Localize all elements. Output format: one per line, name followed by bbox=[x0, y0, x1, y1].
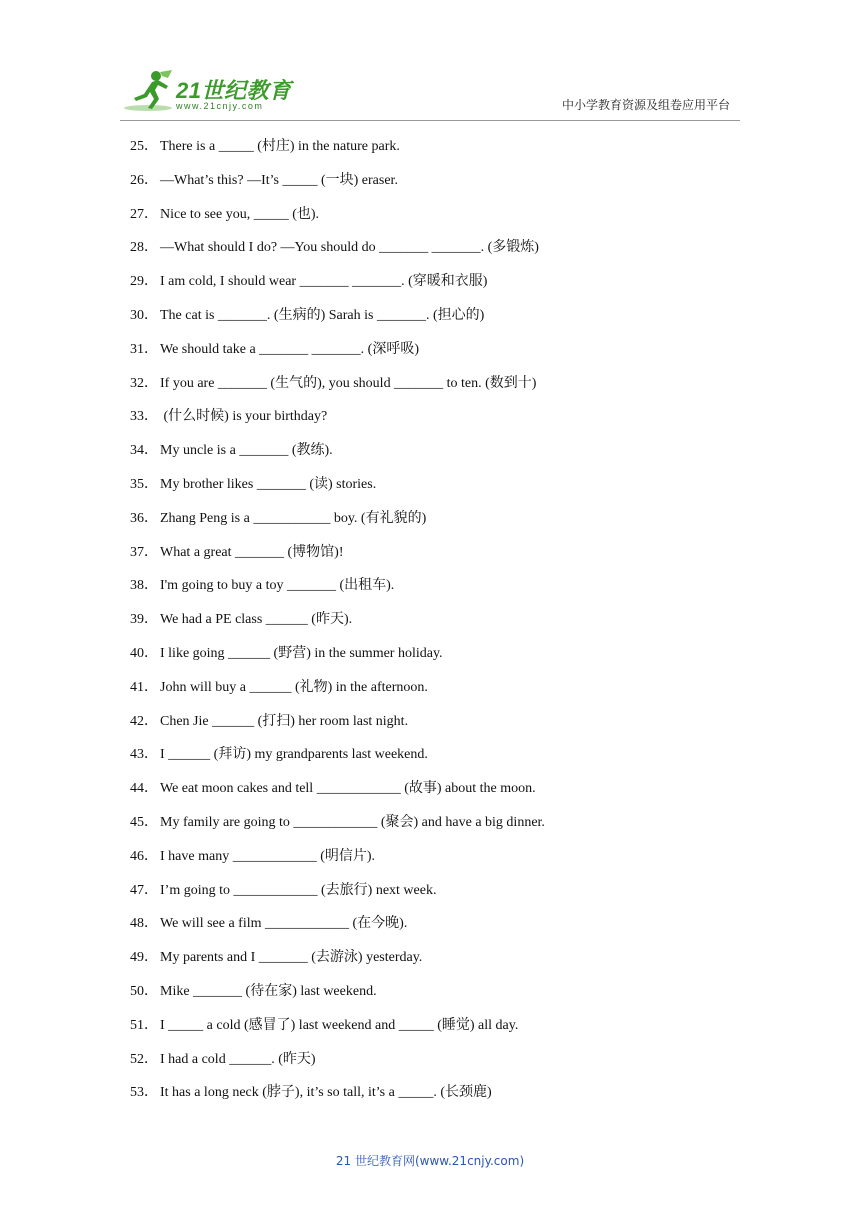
question-item bbox=[130, 542, 750, 576]
question-item bbox=[130, 1082, 750, 1116]
question-text: Chen Jie ______ (打扫) her room last night. bbox=[160, 713, 409, 729]
question-item bbox=[130, 1049, 750, 1083]
question-number: 25． bbox=[130, 139, 158, 154]
page-header bbox=[0, 0, 860, 122]
question-text: I’m going to ____________ (去旅行) next week. bbox=[160, 882, 437, 898]
question-item bbox=[130, 440, 750, 474]
question-text: I like going ______ (野营) in the summer holiday. bbox=[160, 645, 443, 661]
question-number: 33． bbox=[130, 409, 158, 425]
question-text: Nice to see you, _____ (也). bbox=[160, 206, 320, 222]
question-number: 48． bbox=[130, 916, 158, 932]
question-list bbox=[130, 136, 750, 1116]
question-number: 29． bbox=[130, 274, 158, 290]
question-item bbox=[130, 711, 750, 745]
question-number: 36． bbox=[130, 510, 158, 526]
question-number: 43． bbox=[130, 747, 158, 763]
question-number: 27． bbox=[130, 206, 158, 222]
header-tagline: 中小学教育资源及组卷应用平台 bbox=[561, 98, 730, 112]
question-item bbox=[130, 339, 750, 373]
question-item bbox=[130, 474, 750, 508]
question-text: If you are _______ (生气的), you should _______ to ten. (数到十) bbox=[160, 375, 537, 391]
question-number: 35． bbox=[130, 476, 158, 492]
question-text: There is a _____ (村庄) in the nature park. bbox=[160, 139, 400, 154]
question-item bbox=[130, 778, 750, 812]
question-number: 26． bbox=[130, 172, 158, 188]
question-number: 31． bbox=[130, 341, 158, 357]
question-item bbox=[130, 981, 750, 1015]
question-number: 45． bbox=[130, 814, 158, 830]
question-item bbox=[130, 812, 750, 846]
question-text: I am cold, I should wear _______ _______. (穿暖和衣服) bbox=[160, 274, 488, 290]
question-item bbox=[130, 508, 750, 542]
question-item bbox=[130, 170, 750, 204]
question-text: —What’s this? —It’s _____ (一块) eraser. bbox=[160, 172, 398, 188]
question-text: We eat moon cakes and tell ____________ (故事) about the moon. bbox=[160, 781, 536, 797]
question-number: 38． bbox=[130, 578, 158, 594]
question-text: I _____ a cold (感冒了) last weekend and _____ (睡觉) all day. bbox=[160, 1017, 519, 1033]
question-number: 50． bbox=[130, 983, 158, 999]
question-item bbox=[130, 913, 750, 947]
question-number: 52． bbox=[130, 1051, 158, 1067]
question-number: 51． bbox=[130, 1017, 158, 1033]
running-figure-icon bbox=[122, 68, 178, 114]
question-item bbox=[130, 271, 750, 305]
question-text: —What should I do? —You should do _______ _______. (多锻炼) bbox=[160, 240, 539, 256]
question-number: 47． bbox=[130, 882, 158, 898]
question-text: We will see a film ____________ (在今晚). bbox=[160, 916, 408, 932]
logo-url: www.21cnjy.com bbox=[176, 101, 264, 111]
question-text: It has a long neck (脖子), it’s so tall, it’s a _____. (长颈鹿) bbox=[160, 1085, 492, 1101]
question-item bbox=[130, 373, 750, 407]
question-number: 30． bbox=[130, 307, 158, 323]
question-item bbox=[130, 880, 750, 914]
question-number: 53． bbox=[130, 1085, 158, 1101]
question-number: 49． bbox=[130, 950, 158, 966]
question-item bbox=[130, 643, 750, 677]
header-divider bbox=[120, 120, 740, 121]
question-text: We should take a _______ _______. (深呼吸) bbox=[160, 341, 419, 357]
question-text: I ______ (拜访) my grandparents last weekend. bbox=[160, 747, 428, 763]
question-number: 40． bbox=[130, 645, 158, 661]
question-item bbox=[130, 204, 750, 238]
question-item bbox=[130, 575, 750, 609]
question-text: Mike _______ (待在家) last weekend. bbox=[160, 983, 377, 999]
question-item bbox=[130, 237, 750, 271]
question-item bbox=[130, 609, 750, 643]
question-text: I have many ____________ (明信片). bbox=[160, 848, 376, 864]
question-number: 42． bbox=[130, 713, 158, 729]
question-number: 37． bbox=[130, 544, 158, 560]
site-logo bbox=[122, 68, 292, 116]
question-item bbox=[130, 947, 750, 981]
question-text: The cat is _______. (生病的) Sarah is _______. (担心的) bbox=[160, 307, 485, 323]
question-text: We had a PE class ______ (昨天). bbox=[160, 612, 353, 628]
question-text: My brother likes _______ (读) stories. bbox=[160, 476, 377, 492]
logo-wordmark: 21世纪教育 bbox=[176, 78, 292, 103]
question-item bbox=[130, 406, 750, 440]
question-item bbox=[130, 136, 750, 170]
question-text: Zhang Peng is a ___________ boy. (有礼貌的) bbox=[160, 510, 427, 526]
question-number: 39． bbox=[130, 612, 158, 628]
question-text: What a great _______ (博物馆)! bbox=[160, 544, 344, 560]
question-item bbox=[130, 744, 750, 778]
question-item bbox=[130, 305, 750, 339]
question-text: I'm going to buy a toy _______ (出租车). bbox=[160, 578, 395, 594]
question-item bbox=[130, 846, 750, 880]
question-item bbox=[130, 677, 750, 711]
question-text: My uncle is a _______ (教练). bbox=[160, 443, 333, 459]
question-number: 32． bbox=[130, 375, 158, 391]
page-footer: 21 世纪教育网(www.21cnjy.com) bbox=[335, 1154, 525, 1168]
question-text: (什么时候) is your birthday? bbox=[160, 409, 328, 425]
question-text: My parents and I _______ (去游泳) yesterday. bbox=[160, 950, 423, 966]
question-item bbox=[130, 1015, 750, 1049]
question-text: My family are going to ____________ (聚会) and have a big dinner. bbox=[160, 814, 545, 830]
question-number: 44． bbox=[130, 781, 158, 797]
question-number: 28． bbox=[130, 240, 158, 256]
question-number: 46． bbox=[130, 848, 158, 864]
question-number: 41． bbox=[130, 679, 158, 695]
question-text: John will buy a ______ (礼物) in the afternoon. bbox=[160, 679, 428, 695]
question-number: 34． bbox=[130, 443, 158, 459]
question-text: I had a cold ______. (昨天) bbox=[160, 1051, 316, 1067]
